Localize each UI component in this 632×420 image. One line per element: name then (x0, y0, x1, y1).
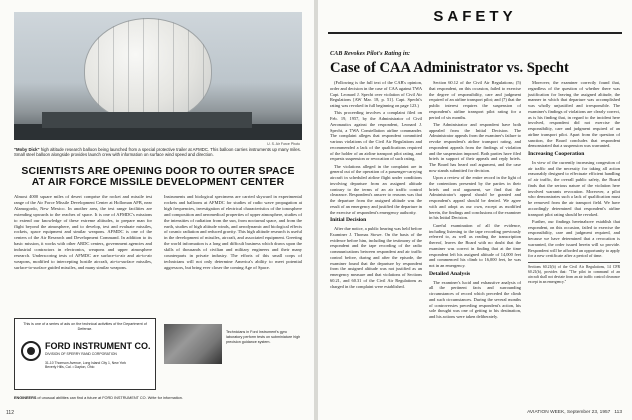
article-paragraph: The examiner's lucid and exhaustive analysis of all the pertinent facts and surrounding circumstances of record which preceded the climb and such circumstances. During the several months of controversies preceding respondent's action, his sole thought was one of getting to his destination, and his actions were taken deliberately. (429, 279, 521, 320)
photo-credit: U. S. Air Force Photo (267, 142, 300, 146)
gyro-lab-photo (164, 324, 222, 364)
photo-caption-lead: "Moby Dick" (14, 147, 40, 152)
recruitment-lead: ENGINEERS (14, 396, 37, 400)
launch-trailer (42, 112, 252, 128)
ad-body-column-1: Almost 4000 square miles of desert comprise the rocket and missile test range of the Air Force Missile Development Center at Holloman AFB, near Alamogordo, New Mexico. In another area, the test range facilities are extending upwards to the reaches of space. It is one of AFMDC's missions to extend our knowledge of these extreme altitudes, to prepare man for flight beyond the atmosphere, and to develop, test and evaluate missiles, rockets, space equipment and similar weapons. AFMDC is one of the centers of the Air Research and Development Command. In addition to its basic mission, it works with other ARDC centers, government agencies and industrial contractors in electronics, weapons and upper atmosphere research. Underscoring tests of AFMDC are surface-to-air and air-to-air weapons, modified to intercepting hostile aircraft, air-to-surface missiles, surface-to-surface guided missiles, and many similar weapons. (14, 194, 152, 270)
balloon-launch-photo (14, 12, 302, 140)
company-address: 31-10 Thomson Avenue, Long Island City 1, New York Beverly Hills, Cal. • Dayton, Ohio (45, 361, 127, 370)
article-kicker: CAB Revokes Pilot's Rating in: (330, 50, 411, 57)
running-footer (318, 410, 622, 415)
balloon-ribs (84, 18, 212, 122)
article-paragraph: After due notice, a public hearing was held before Examiner J. Thomas Stowe. On the basis of the evidence before him, including the testimony of the respondent and the tape recording of the radio communications between respondent and air traffic control before, during and after the episode, the examiner found that the departure by respondent from the assigned altitude was not justified as an emergency measure and that violations of Sections 60.21, and 60.31 of the Civil Air Regulations as charged in the complaint were established. (330, 226, 422, 289)
ad-headline: SCIENTISTS ARE OPENING DOOR TO OUTER SPACE AT AIR FORCE MISSILE DEVELOPMENT CENTER (21, 166, 295, 188)
company-logo-icon (21, 341, 41, 361)
right-page (318, 0, 632, 420)
gyro-lab-caption: Technicians in Ford Instrument's gyro laboratory perform tests on subminiature high precision guidance system. (226, 330, 301, 344)
section-rule (328, 32, 622, 34)
subhead-initial-decision: Initial Decision (330, 217, 367, 224)
article-paragraph: Further, our findings hereinabove establish that respondent, on this occasion, failed to exercise the responsibility, care and judgment required, and because we have determined that a revocation is warranted, the order issued herein will so provide. Respondent will be afforded an opportunity to apply for a new certificate after a period of time. (528, 218, 620, 259)
recruitment-text: of unusual abilities can find a future at FORD INSTRUMENT CO. Write for information. (36, 396, 183, 400)
article-paragraph: (Following is the full text of the CAB's opinion, order and decision in the case of CAA against TWA Capt. Leonard J. Specht over violation of Civil Air Regulations [AW Mar. 18, p. 51]. Capt. Specht's rating was revoked in full beginning on page 123.) (330, 80, 422, 108)
left-page (0, 0, 314, 420)
article-paragraph: The violations alleged in the complaint are in general out of the operation of a passenger-carrying aircraft in scheduled airline flight under conditions involving departure from an assigned altitude contrary to the terms of an air traffic control clearance. Respondent's answer to reasons was that the departure from the assigned altitude was the result of an emergency and justified the departure in the exercise of respondent's emergency authority. (330, 163, 422, 215)
subhead-detailed-analysis: Detailed Analysis (429, 270, 471, 277)
article-paragraph: Section 60.12 of the Civil Air Regulations; (5) that respondent, on this occasion, failed to exercise the degree of responsibility, care and judgment required of an airline transport pilot; and (7) that the public interest requires the suspension of respondent's airline transport pilot rating for a period of six months. (429, 80, 521, 120)
section-header (328, 8, 622, 32)
page-number-right: 113 (614, 410, 622, 415)
subhead-increasing-cooperation: Increasing Cooperation (528, 151, 585, 157)
section-title: SAFETY (433, 8, 517, 25)
page-number-left: 112 (6, 410, 14, 416)
photo-caption (14, 147, 302, 157)
recruitment-line (14, 396, 302, 401)
ad-series-note: This is one of a series of ads on the technical activities of the Department of Defense. (23, 322, 147, 331)
article-paragraph: Moreover, the examiner correctly found that, regardless of the question of whether there was justification for leaving the assigned altitude, the manner in which that departure was accomplished was wholly unjustified and irresponsible. The examiner's findings of violations are clearly correct, as is his finding that, in regard to the incident here involved, respondent did not exercise the responsibility, care and judgment required of an airline transport pilot. Apart from the question of sanction, the Board concludes that respondent demonstrated that a suspension was warranted. (528, 80, 620, 149)
article-paragraph: Upon a review of the entire record in the light of the contentions presented by the parties in their briefs and oral argument, we find that the Administrator's appeal should be granted and respondent's appeal should be denied. We agree with and adopt as our own, except as modified herein, the findings and conclusions of the examiner in his Initial Decision. (429, 175, 521, 221)
article-paragraph: This proceeding involves a complaint filed on Feb. 19, 1957, by the Administrator of Civil Aeronautics against the respondent, Leonard J. Specht, a TWA Constellation airline commander. The complaint alleges that respondent committed various violations of the Civil Air Regulations and recommended a lack of the qualifications required of the holder of an airline transport pilot rating, and requests suspension or revocation of such rating. (330, 110, 422, 162)
article-column-2 (429, 80, 521, 321)
magazine-issue: AVIATION WEEK, September 23, 1957 (527, 410, 611, 415)
ad-body-column-2: Instruments and biological specimens are carried skyward in experimental rockets and balloons at AFMDC for studies of radio wave propagation at high frequencies, investigation of electrical characteristics of the ionosphere and composition and aeromedical properties of upper atmosphere, studies of the intensities of radiation from the sun, from nocturnal space, and from the earth, studies of high altitude winds, and aerodynamic and biological effects of cosmic radiation and reduced gravity. This high altitude research is useful in the development of missiles, aircraft, and associated equipment. Greeting the world information is a long and difficult business which draws upon the skills of thousands of civilian and military engineers and their many counterparts in private industry. The efforts of this small corps of technicians will not only determine America's ability to meet potential aggressors, but bring ever closer the coming Age of Space. (164, 194, 302, 270)
company-ad-box (14, 318, 156, 390)
article-footnote: Sections 60.21(b) of the Civil Air Regulations, 14 CFR 60.21(b), provides that: "The pilot in command of an aircraft shall not deviate from an air traffic control clearance except in an emergency." (528, 262, 620, 285)
company-name: FORD INSTRUMENT CO. (45, 341, 151, 351)
article-title: Case of CAA Administrator vs. Specht (330, 60, 569, 76)
article-paragraph: In view of the currently increasing congestion of air traffic and the necessity for taking all action reasonably designed to effectuate efficient handling of air traffic, the overall public safety, the Board finds that the serious nature of the violation here involved warrants revocation. Moreover, a pilot who demonstrates such a lack of qualification must be removed from the air transport field. We have accordingly determined that respondent's airline transport pilot rating should be revoked. (528, 159, 620, 217)
article-column-3 (528, 80, 620, 285)
article-paragraph: The Administrator and respondent have both appealed from the Initial Decision. The Administrator appeals from the examiner's failure to revoke respondent's airline transport rating, and respondent appeals from the findings of violation and the suspension imposed. Both parties have filed briefs in support of their appeals and reply briefs. The Board has heard oral argument, and the case now stands submitted for decision. (429, 121, 521, 173)
company-division: DIVISION OF SPERRY RAND CORPORATION (45, 352, 117, 356)
article-paragraph: Careful examination of all the evidence, including listening to the tape recording previously referred to, as well as reading the transcription thereof, leaves the Board with no doubt that the examiner was correct in finding that at the time respondent left his assigned altitude of 14,000 feet and commenced his climb to 16,000 feet, he was not in an emergency. (429, 222, 521, 269)
article-column-1 (330, 80, 422, 291)
photo-caption-text: high altitude research balloon being launched from a special protective trailer at AFMDC. This balloon carries instruments up many miles. Small steel balloon alongside provides launch crew with information on surface wind speed and direction. (14, 147, 302, 158)
